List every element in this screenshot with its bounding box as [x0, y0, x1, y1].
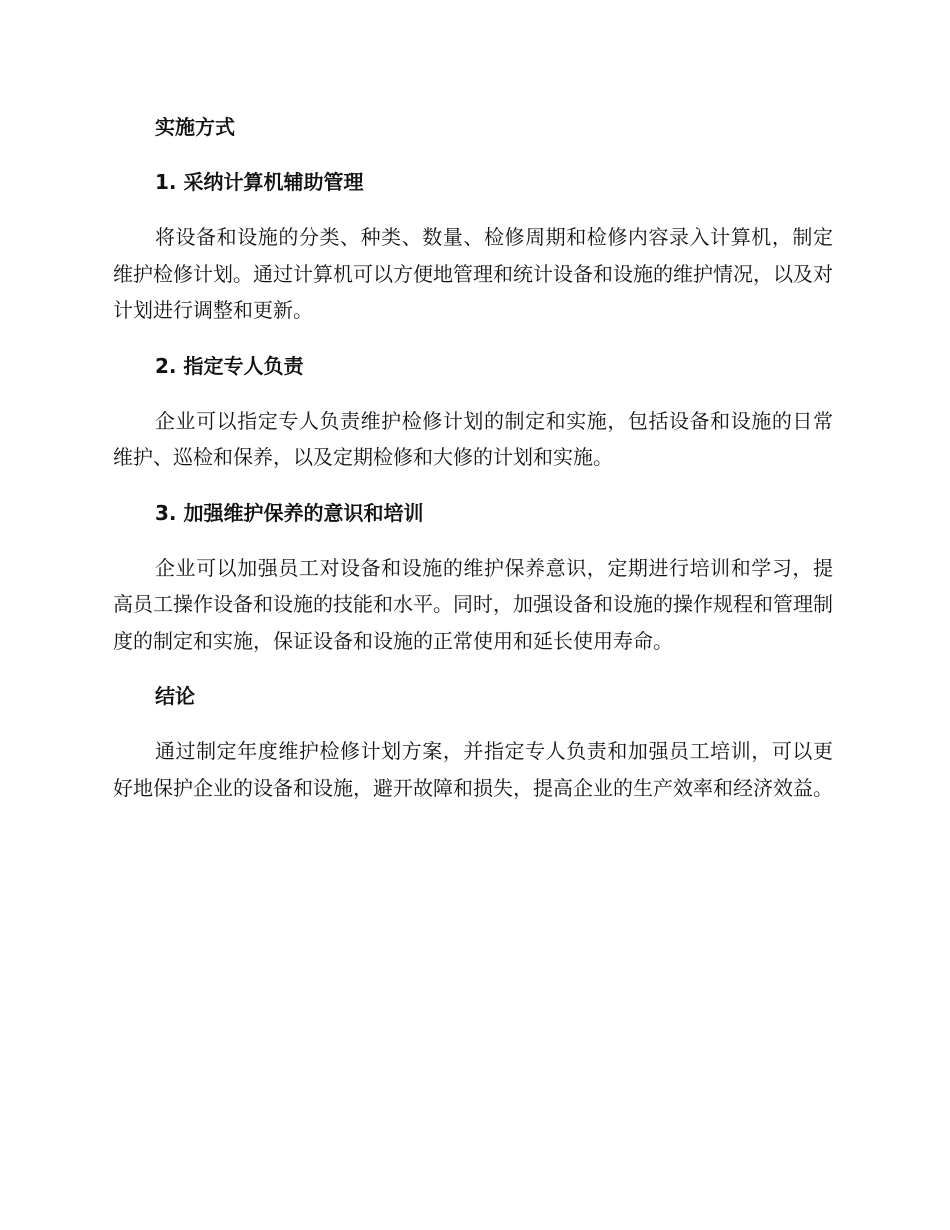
item-heading-3: 3. 加强维护保养的意识和培训 [155, 500, 424, 525]
document-body [113, 109, 833, 806]
conclusion-body: 通过制定年度维护检修计划方案，并指定专人负责和加强员工培训，可以更好地保护企业的设备和设施，避开故障和损失，提高企业的生产效率和经济效益。 [113, 739, 833, 800]
conclusion-title: 结论 [155, 684, 195, 708]
item-heading-2: 2. 指定专人负责 [155, 353, 304, 378]
item-body-2: 企业可以指定专人负责维护检修计划的制定和实施，包括设备和设施的日常维护、巡检和保养，以及定期检修和大修的计划和实施。 [113, 408, 833, 469]
item-heading-1: 1. 采纳计算机辅助管理 [155, 170, 364, 194]
item-body-3: 企业可以加强员工对设备和设施的维护保养意识，定期进行培训和学习，提高员工操作设备和设施的技能和水平。同时，加强设备和设施的操作规程和管理制度的制定和实施，保证设备和设施的正常使用和延长使用寿命。 [113, 555, 833, 653]
section-title: 实施方式 [155, 115, 235, 139]
item-body-1: 将设备和设施的分类、种类、数量、检修周期和检修内容录入计算机，制定维护检修计划。通过计算机可以方便地管理和统计设备和设施的维护情况，以及对计划进行调整和更新。 [113, 225, 833, 322]
